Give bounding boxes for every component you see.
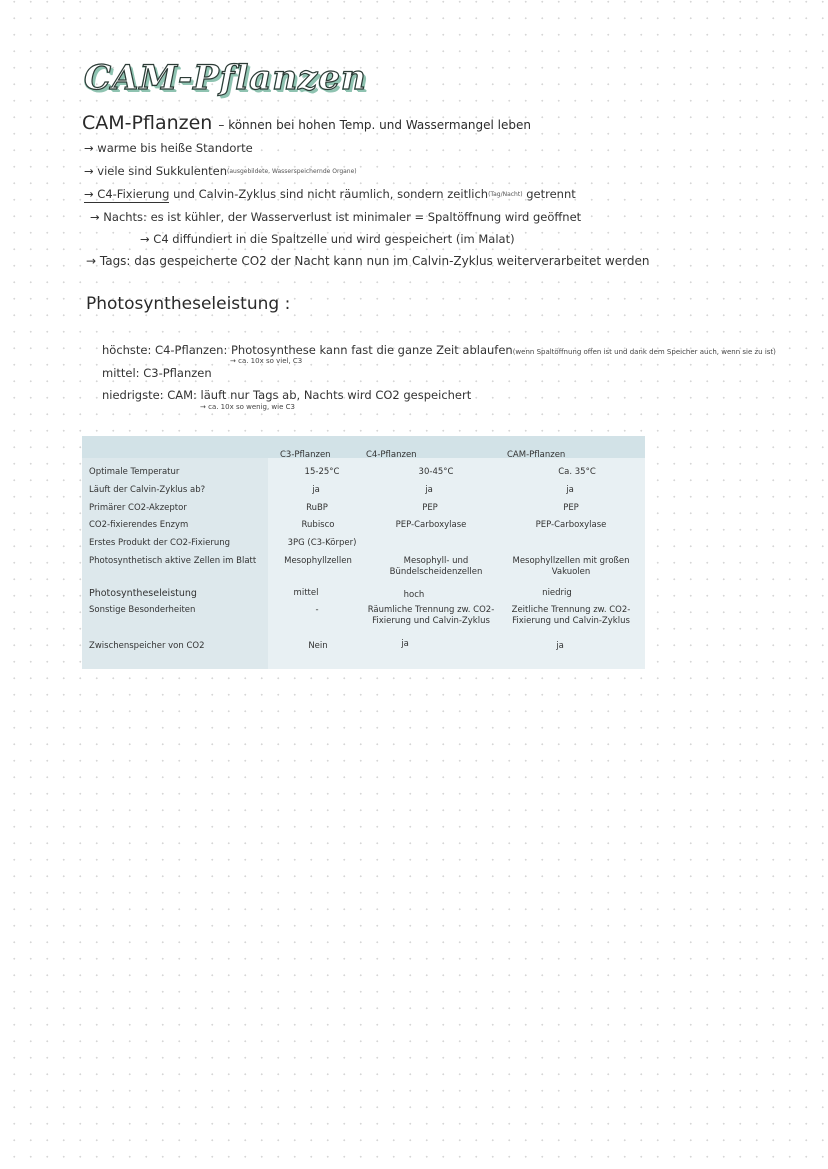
- table-cell-c4: hoch: [403, 590, 425, 600]
- bullet-sukkulenten: [84, 164, 357, 178]
- table-row-label: Photosyntheseleistung: [89, 588, 197, 599]
- table-cell-c4: 30-45°C: [418, 467, 454, 477]
- photo-mid-text: C3-Pflanzen: [143, 366, 212, 380]
- table-row-label: Zwischenspeicher von CO2: [89, 641, 205, 651]
- table-cell-c3: Mesophyllzellen: [284, 556, 352, 566]
- photo-mid-label: mittel:: [102, 366, 140, 380]
- table-header-c3: C3-Pflanzen: [280, 450, 331, 460]
- bullet-standorte: → warme bis heiße Standorte: [84, 141, 253, 155]
- photo-high-label: höchste:: [102, 343, 152, 357]
- photo-row-high: [102, 343, 776, 357]
- page-title: CAM-Pflanzen: [84, 58, 367, 98]
- section-heading-cam: [82, 112, 531, 134]
- table-row-label: Erstes Produkt der CO2-Fixierung: [89, 538, 231, 548]
- photo-high-note: (wenn Spaltöffnung offen ist und dank dem Speicher auch, wenn sie zu ist): [512, 348, 776, 356]
- table-cell-cam: ja: [556, 641, 564, 651]
- photo-low-text: CAM: läuft nur Tags ab, Nachts wird CO2 gespeichert: [167, 388, 472, 402]
- bullet-sukkulenten-text: → viele sind Sukkulenten: [84, 164, 227, 178]
- table-cell-cam: niedrig: [542, 588, 572, 598]
- table-cell-c3: -: [315, 605, 319, 615]
- photo-high-text: C4-Pflanzen: Photosynthese kann fast die ganze Zeit ablaufen: [155, 343, 513, 357]
- section-heading-photosynthese: Photosyntheseleistung :: [86, 294, 291, 314]
- photo-row-low: [102, 388, 471, 402]
- table-cell-cam: Mesophyllzellen mit großen Vakuolen: [512, 556, 630, 577]
- table-cell-c4: PEP-Carboxylase: [395, 520, 467, 530]
- table-cell-cam: Ca. 35°C: [558, 467, 596, 477]
- table-cell-c3: Nein: [308, 641, 328, 651]
- table-header-cam: CAM-Pflanzen: [507, 450, 566, 460]
- photo-low-label: niedrigste:: [102, 388, 164, 402]
- table-row-label: Sonstige Besonderheiten: [89, 605, 196, 615]
- bullet-fixierung-b: und Calvin-Zyklus sind nicht räumlich, sondern zeitlich: [173, 187, 489, 201]
- table-header-c4: C4-Pflanzen: [366, 450, 417, 460]
- table-cell-cam: ja: [566, 485, 574, 495]
- table-cell-c3: mittel: [293, 588, 319, 598]
- bullet-tags: → Tags: das gespeicherte CO2 der Nacht kann nun im Calvin-Zyklus weiterverarbeitet werden: [86, 254, 650, 268]
- heading-rest: – können bei hohen Temp. und Wassermangel leben: [218, 118, 532, 132]
- table-cell-c4: PEP: [422, 503, 438, 513]
- bullet-nachts: → Nachts: es ist kühler, der Wasserverlust ist minimaler = Spaltöffnung wird geöffnet: [90, 210, 582, 224]
- table-cell-c4: Räumliche Trennung zw. CO2-Fixierung und Calvin-Zyklus: [367, 605, 495, 626]
- photo-low-sub: → ca. 10x so wenig, wie C3: [200, 403, 295, 411]
- table-cell-cam: Zeitliche Trennung zw. CO2-Fixierung und Calvin-Zyklus: [511, 605, 631, 626]
- bullet-sukkulenten-note: (ausgebildete, Wasserspeichernde Organe): [227, 168, 357, 175]
- table-cell-c4: ja: [401, 639, 409, 649]
- table-cell-c3: Rubisco: [301, 520, 335, 530]
- table-cell-c3: 15-25°C: [304, 467, 340, 477]
- photo-high-sub: → ca. 10x so viel, C3: [230, 357, 303, 365]
- table-cell-c4: ja: [425, 485, 433, 495]
- table-cell-cam: PEP-Carboxylase: [535, 520, 607, 530]
- table-cell-c3: 3PG (C3-Körper): [287, 538, 357, 548]
- table-cell-c3: RuBP: [306, 503, 328, 513]
- bullet-fixierung: [84, 187, 576, 201]
- bullet-nachts-sub: → C4 diffundiert in die Spaltzelle und wird gespeichert (im Malat): [140, 232, 515, 246]
- table-row-label: Läuft der Calvin-Zyklus ab?: [89, 485, 206, 495]
- bullet-fixierung-a: → C4-Fixierung: [84, 187, 170, 201]
- table-cell-c4: Mesophyll- und Bündelscheidenzellen: [389, 556, 483, 577]
- table-row-label: CO2-fixierendes Enzym: [89, 520, 189, 530]
- bullet-fixierung-c: getrennt: [526, 187, 576, 201]
- table-cell-c3: ja: [312, 485, 320, 495]
- photo-row-mid: [102, 366, 212, 380]
- heading-text: CAM-Pflanzen: [82, 112, 213, 134]
- table-row-label: Photosynthetisch aktive Zellen im Blatt: [89, 556, 257, 566]
- bullet-fixierung-note: (Tag/Nacht): [488, 191, 523, 198]
- table-row-label: Optimale Temperatur: [89, 467, 180, 477]
- table-cell-cam: PEP: [563, 503, 579, 513]
- table-row-label: Primärer CO2-Akzeptor: [89, 503, 187, 513]
